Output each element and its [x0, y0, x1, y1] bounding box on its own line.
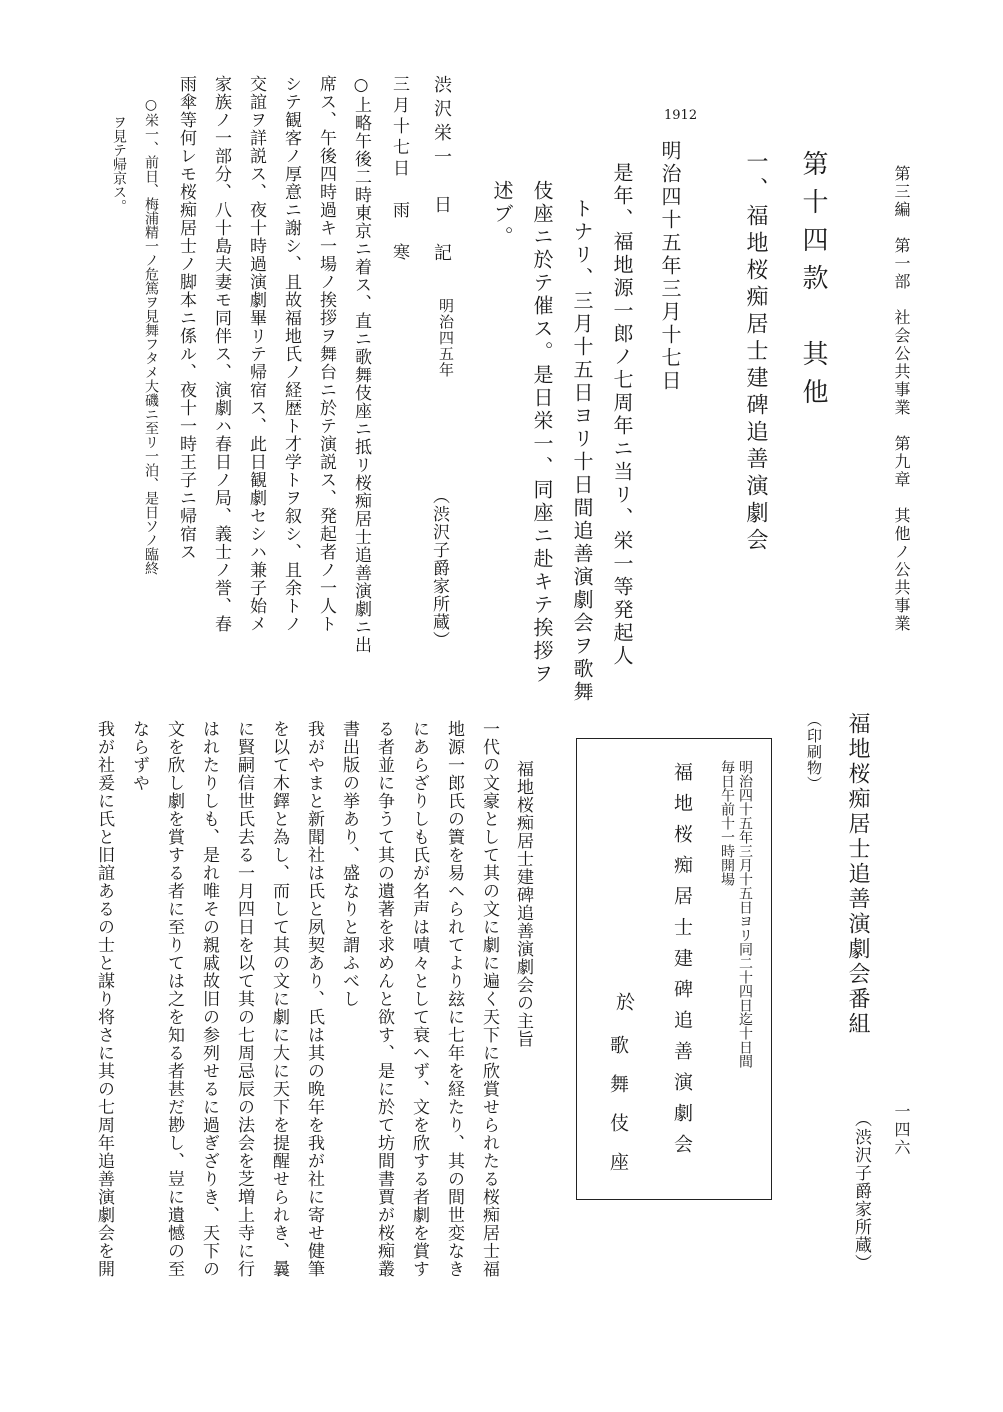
program-kind: （印刷物）: [805, 712, 823, 792]
summary-line: 是年、福地源一郎ノ七周年ニ当リ、栄一等発起人: [610, 162, 634, 668]
purpose-line: にあらざりしも氏が名声は嘖々として衰へず、文を欣する者劇を賞す: [409, 720, 429, 1278]
purpose-line: はれたりしも、是れ唯その親戚故旧の参列せるに過ぎざりき、天下の: [199, 720, 219, 1278]
summary-line: 伎座ニ於テ催ス。是日栄一、同座ニ赴キテ挨拶ヲ: [530, 180, 554, 686]
source-title: 渋沢栄一 日 記: [431, 75, 452, 267]
entry-date: 明治四十五年三月十七日: [658, 140, 682, 393]
purpose-line: に賢嗣信世氏去る一月四日を以て其の七周忌辰の法会を芝増上寺に行: [234, 720, 254, 1278]
diary-line: 雨傘等何レモ桜痴居士ノ脚本ニ係ル、夜十一時王子ニ帰宿ス: [176, 75, 196, 561]
diary-line: 家族ノ一部分、八十島夫妻モ同伴ス、演劇ハ春日ノ局、義士ノ誉、春: [211, 75, 231, 633]
box-time: 毎日午前十一時開場: [719, 760, 735, 886]
item-title: 一、福地桜痴居士建碑追善演劇会: [743, 150, 768, 555]
source-holder: （渋沢子爵家所蔵）: [429, 487, 449, 649]
page-number: 一四六: [892, 1103, 911, 1157]
box-event: 福地桜痴居士建碑追善演劇会: [671, 762, 693, 1165]
source-year: 明治四五年: [437, 298, 455, 378]
western-year: 1912: [664, 108, 698, 123]
purpose-line: 一代の文豪として其の文に劇に遍く天下に欣賞せられたる桜痴居士福: [479, 720, 499, 1278]
purpose-line: 地源一郎氏の簀を易へられてより玆に七年を経たり、其の間世変なき: [444, 720, 464, 1278]
summary-line: トナリ、三月十五日ヨリ十日間追善演劇会ヲ歌舞: [570, 198, 594, 704]
diary-line: シテ観客ノ厚意ニ謝シ、且故福地氏ノ経歴ト才学トヲ叙シ、且余トノ: [281, 75, 301, 633]
running-header: 第三編 第一部 社会公共事業 第九章 其他ノ公共事業: [892, 165, 911, 633]
box-dates: 明治四十五年三月十五日ヨリ同二十四日迄十日間: [737, 760, 753, 1068]
program-title: 福地桜痴居士追善演劇会番組: [845, 712, 870, 1037]
purpose-line: 我が社爰に氏と旧誼あるの士と謀り将さに其の七周年追善演劇会を開: [94, 720, 114, 1278]
diary-note: ○栄一、前日、梅浦精一ノ危篤ヲ見舞フタメ大磯ニ至リ一泊、是日ソノ臨終: [143, 97, 159, 575]
section-title: 第十四款 其他: [798, 150, 828, 416]
purpose-line: 文を欣し劇を賞する者に至りては之を知る者甚だ尠し、豈に遺憾の至: [164, 720, 184, 1278]
purpose-line: る者並に争うて其の遺著を求めんと欲す、是に於て坊間書賈が桜痴叢: [374, 720, 394, 1278]
purpose-line: 我がやまと新聞社は氏と夙契あり、氏は其の晩年を我が社に寄せ健筆: [304, 720, 324, 1278]
purpose-line: ならずや: [129, 720, 149, 792]
program-holder: （渋沢子爵家所蔵）: [851, 1110, 871, 1272]
diary-line: 席ス、午後四時過キ一場ノ挨拶ヲ舞台ニ於テ演説ス、発起者ノ一人ト: [316, 75, 336, 633]
diary-line: ○上略午後二時東京ニ着ス、直ニ歌舞伎座ニ抵リ桜痴居士追善演劇ニ出: [351, 75, 371, 654]
diary-date: 三月十七日 雨 寒: [389, 75, 409, 264]
purpose-line: 書出版の挙あり、盛なりと謂ふべし: [339, 720, 359, 1008]
diary-note: ヲ見テ帰京ス。: [111, 115, 127, 213]
box-venue: 歌舞伎座: [607, 1035, 629, 1191]
diary-line: 交誼ヲ詳説ス、夜十時過演劇畢リテ帰宿ス、此日観劇セシハ兼子始メ: [246, 75, 266, 633]
box-at: 於: [613, 992, 635, 1013]
purpose-heading: 福地桜痴居士建碑追善演劇会の主旨: [513, 760, 533, 1048]
summary-line: 述ブ。: [490, 180, 514, 249]
purpose-line: を以て木鐸と為し、而して其の文に劇に大に天下を提醒せられき、曩: [269, 720, 289, 1278]
